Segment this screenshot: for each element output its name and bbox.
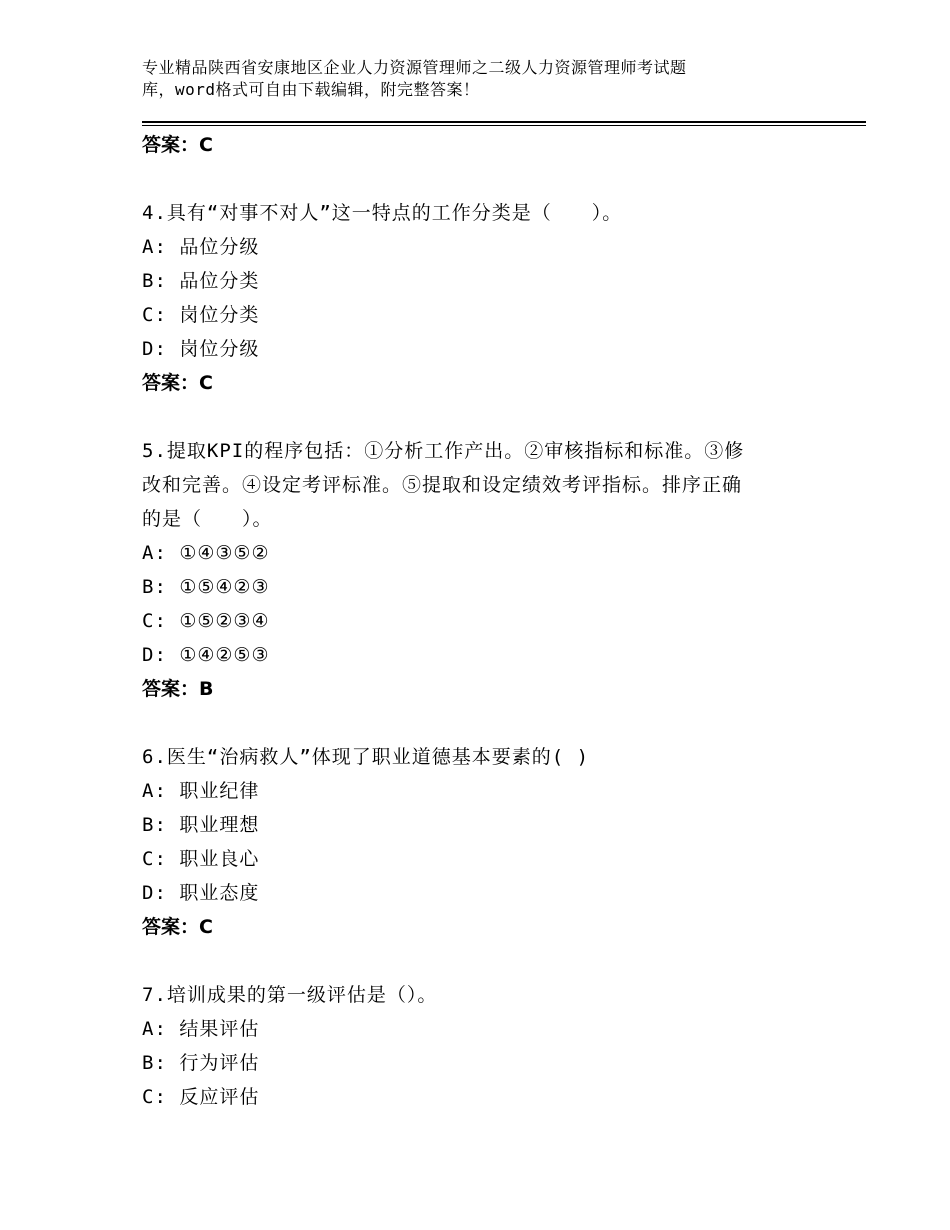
option-d: D: 职业态度	[142, 882, 260, 904]
answer-label: 答案：C	[142, 134, 213, 156]
option-c: C: 职业良心	[142, 848, 260, 870]
question-stem: 6.医生“治病救人”体现了职业道德基本要素的( )	[142, 746, 590, 768]
option-a: A: ①④③⑤②	[142, 542, 270, 564]
option-a: A: 结果评估	[142, 1018, 260, 1040]
option-c: C: 岗位分类	[142, 304, 260, 326]
question-stem: 7.培训成果的第一级评估是（）。	[142, 984, 438, 1006]
option-c: C: ①⑤②③④	[142, 610, 270, 632]
option-b: B: 品位分类	[142, 270, 260, 292]
header-line-2: 库，word格式可自由下载编辑，附完整答案！	[142, 80, 480, 99]
question-stem: 4.具有“对事不对人”这一特点的工作分类是（ ）。	[142, 202, 623, 224]
spacer	[142, 944, 866, 978]
option-b: B: 行为评估	[142, 1052, 260, 1074]
header-line-1: 专业精品陕西省安康地区企业人力资源管理师之二级人力资源管理师考试题	[142, 58, 687, 77]
answer-label: 答案：C	[142, 372, 213, 394]
header-divider-bottom	[142, 125, 866, 126]
option-a: A: 品位分级	[142, 236, 260, 258]
spacer	[142, 400, 866, 434]
answer-label: 答案：C	[142, 916, 213, 938]
document-body	[142, 128, 866, 1114]
question-stem-line-2: 改和完善。④设定考评标准。⑤提取和设定绩效考评指标。排序正确	[142, 474, 743, 496]
option-b: B: 职业理想	[142, 814, 260, 836]
answer-label: 答案：B	[142, 678, 214, 700]
option-a: A: 职业纪律	[142, 780, 260, 802]
spacer	[142, 706, 866, 740]
question-5	[142, 434, 866, 706]
option-d: D: 岗位分级	[142, 338, 260, 360]
option-d: D: ①④②⑤③	[142, 644, 270, 666]
question-stem-line-1: 5.提取KPI的程序包括：①分析工作产出。②审核指标和标准。③修	[142, 440, 745, 462]
option-b: B: ①⑤④②③	[142, 576, 270, 598]
question-4	[142, 196, 866, 400]
question-6	[142, 740, 866, 944]
header-divider-top	[142, 121, 866, 123]
spacer	[142, 162, 866, 196]
option-c: C: 反应评估	[142, 1086, 260, 1108]
question-7	[142, 978, 866, 1114]
document-header	[142, 57, 842, 101]
question-stem-line-3: 的是（ ）。	[142, 508, 273, 530]
